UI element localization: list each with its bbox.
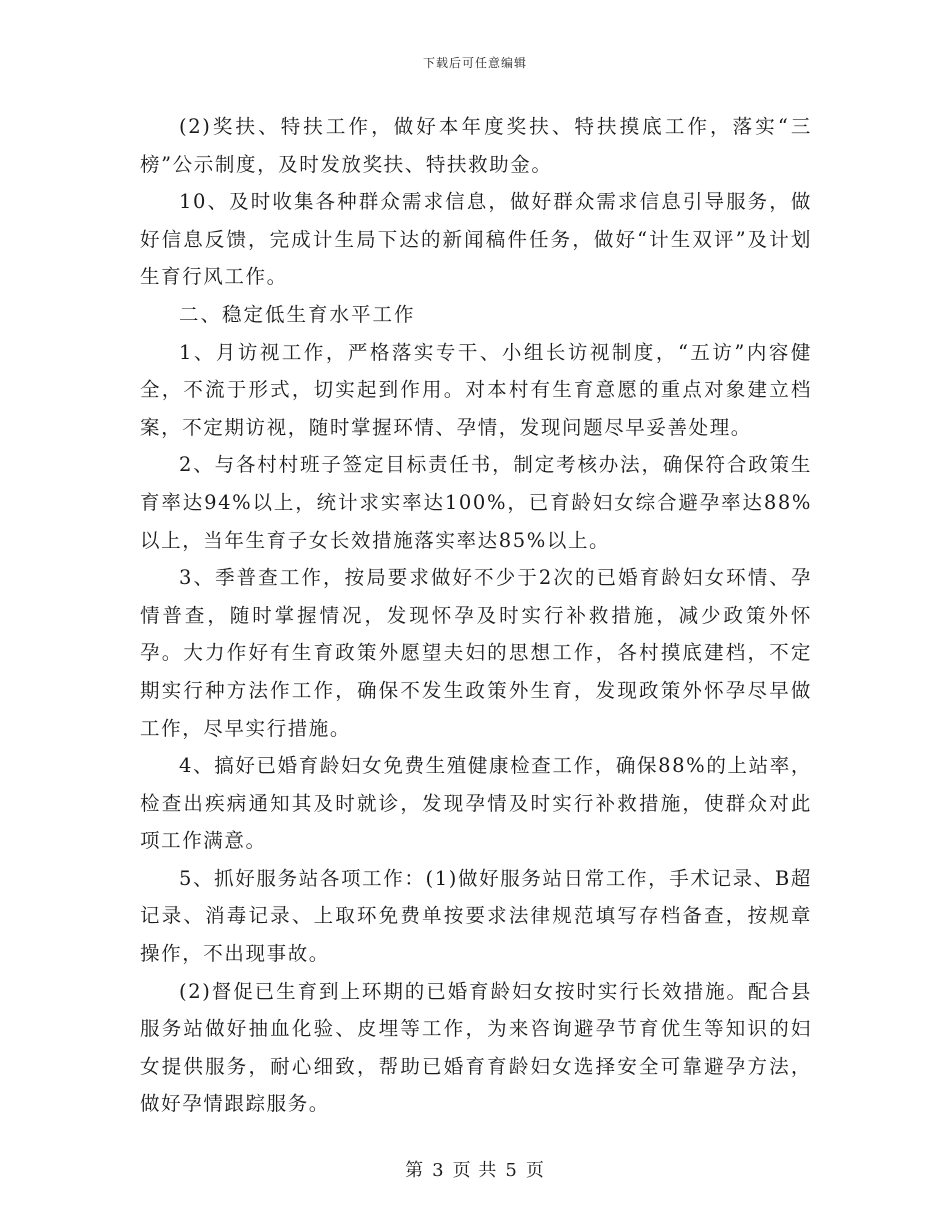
page-label-mid: 页 共	[452, 1160, 498, 1181]
paragraph-item-1: 1、月访视工作，严格落实专干、小组长访视制度，“五访”内容健全，不流于形式，切实起到作用。对本村有生育意愿的重点对象建立档案，不定期访视，随时掌握环情、孕情，发现问题尽早妥善处理。	[140, 340, 812, 439]
page-label-suffix: 页	[525, 1160, 545, 1181]
paragraph-item-10: 10、及时收集各种群众需求信息，做好群众需求信息引导服务，做好信息反馈，完成计生局下达的新闻稿件任务，做好“计生双评”及计划生育行风工作。	[140, 190, 812, 289]
section-heading-2: 二、稳定低生育水平工作	[179, 302, 416, 326]
paragraph-subsidy-work: (2)奖扶、特扶工作，做好本年度奖扶、特扶摸底工作，落实“三榜”公示制度，及时发放奖扶、特扶救助金。	[140, 115, 812, 176]
paragraph-item-5: 5、抓好服务站各项工作：(1)做好服务站日常工作，手术记录、B超记录、消毒记录、上取环免费单按要求法律规范填写存档备查，按规章操作，不出现事故。	[140, 866, 812, 966]
page-header-note: 下载后可任意编辑	[422, 56, 527, 70]
total-pages-number: 5	[505, 1160, 518, 1181]
document-body	[140, 108, 812, 1123]
page-number-footer	[0, 1156, 950, 1182]
paragraph-item-3: 3、季普查工作，按局要求做好不少于2次的已婚育龄妇女环情、孕情普查，随时掌握情况，发现怀孕及时实行补救措施，减少政策外怀孕。大力作好有生育政策外愿望夫妇的思想工作，各村摸底建档，不定期实行种方法作工作，确保不发生政策外生育，发现政策外怀孕尽早做工作，尽早实行措施。	[140, 566, 812, 740]
paragraph-item-4: 4、搞好已婚育龄妇女免费生殖健康检查工作，确保88%的上站率，检查出疾病通知其及时就诊，发现孕情及时实行补救措施，使群众对此项工作满意。	[140, 754, 812, 853]
page-label-prefix: 第	[405, 1160, 425, 1181]
current-page-number: 3	[432, 1160, 445, 1181]
paragraph-item-2: 2、与各村村班子签定目标责任书，制定考核办法，确保符合政策生育率达94%以上，统计求实率达100%，已育龄妇女综合避孕率达88%以上，当年生育子女长效措施落实率达85%以上。	[140, 453, 812, 552]
paragraph-item-5-sub-2: (2)督促已生育到上环期的已婚育龄妇女按时实行长效措施。配合县服务站做好抽血化验、皮埋等工作，为来咨询避孕节育优生等知识的妇女提供服务，耐心细致，帮助已婚育育龄妇女选择安全可靠避孕方法，做好孕情跟踪服务。	[140, 979, 812, 1116]
